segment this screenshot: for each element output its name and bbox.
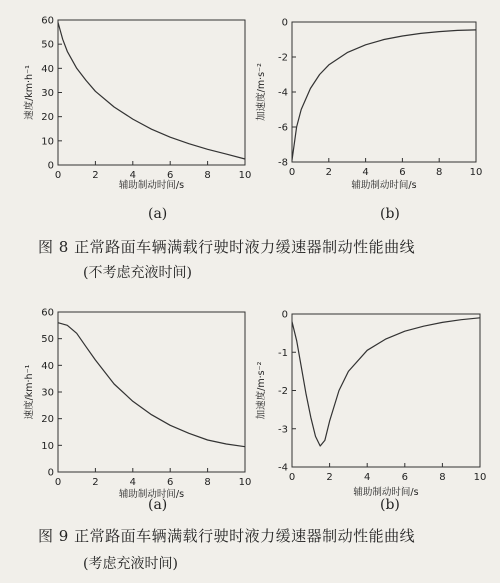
y-tick-label: 20	[41, 414, 54, 426]
y-axis-label: 速度/km·h⁻¹	[24, 364, 35, 420]
x-axis-label: 辅助制动时间/s	[118, 489, 185, 500]
x-tick-label: 4	[129, 170, 136, 181]
y-tick-label: -1	[278, 347, 288, 359]
fig9-sub-b: (b)	[380, 497, 400, 513]
x-tick-label: 8	[204, 477, 211, 488]
plot-frame	[58, 312, 245, 472]
fig9-sub-a: (a)	[148, 497, 168, 513]
fig9a-chart	[0, 292, 255, 510]
y-tick-label: -4	[278, 87, 288, 99]
y-tick-label: 0	[281, 17, 288, 29]
y-tick-label: 0	[47, 467, 54, 479]
x-tick-label: 10	[238, 170, 252, 181]
y-tick-label: 40	[41, 360, 54, 372]
fig8a-chart	[0, 0, 255, 200]
x-tick-label: 0	[54, 477, 62, 488]
x-tick-label: 0	[54, 170, 62, 181]
y-tick-label: 30	[41, 387, 54, 399]
fig9-caption-note: (考虑充液时间)	[83, 556, 178, 572]
x-tick-label: 10	[238, 477, 252, 488]
x-tick-label: 2	[325, 167, 332, 178]
x-tick-label: 8	[439, 472, 446, 483]
y-axis-label: 加速度/m·s⁻²	[256, 63, 267, 121]
plot-frame	[292, 314, 480, 467]
y-tick-label: 20	[41, 112, 54, 124]
x-tick-label: 2	[92, 170, 99, 181]
plot-frame	[58, 20, 245, 165]
x-axis-label: 辅助制动时间/s	[353, 487, 419, 498]
y-tick-label: 10	[41, 440, 54, 452]
series-line	[292, 318, 480, 446]
x-tick-label: 8	[436, 167, 443, 178]
fig8-caption: 图 8 正常路面车辆满载行驶时液力缓速器制动性能曲线	[38, 238, 416, 256]
y-tick-label: 50	[41, 334, 54, 346]
y-tick-label: 0	[47, 160, 54, 172]
x-tick-label: 4	[364, 472, 371, 483]
x-tick-label: 4	[129, 477, 136, 488]
fig8b-chart	[250, 0, 500, 200]
x-axis-label: 辅助制动时间/s	[351, 180, 417, 191]
x-tick-label: 10	[469, 167, 483, 178]
x-axis-label: 辅助制动时间/s	[118, 180, 185, 191]
x-tick-label: 0	[288, 167, 296, 178]
y-tick-label: -3	[278, 424, 288, 436]
plot-frame	[292, 22, 476, 162]
y-axis-label: 加速度/m·s⁻²	[256, 361, 267, 420]
y-tick-label: 10	[41, 136, 54, 148]
x-tick-label: 2	[326, 472, 333, 483]
y-axis-label: 速度/km·h⁻¹	[24, 65, 35, 120]
y-tick-label: 0	[281, 309, 288, 321]
fig9b-chart	[250, 292, 500, 510]
x-tick-label: 0	[288, 472, 296, 483]
x-tick-label: 6	[399, 167, 406, 178]
y-tick-label: -6	[278, 122, 288, 134]
y-tick-label: 50	[41, 39, 54, 51]
x-tick-label: 8	[204, 170, 211, 181]
x-tick-label: 10	[473, 472, 487, 483]
y-tick-label: 40	[41, 63, 54, 75]
x-tick-label: 6	[401, 472, 408, 483]
y-tick-label: 60	[41, 307, 54, 319]
y-tick-label: 60	[41, 15, 54, 27]
y-tick-label: -2	[278, 386, 288, 397]
fig8-sub-b: (b)	[380, 206, 400, 222]
series-line	[58, 323, 245, 447]
series-line	[58, 22, 245, 159]
y-tick-label: -8	[278, 157, 288, 169]
fig8-sub-a: (a)	[148, 206, 168, 222]
y-tick-label: -2	[278, 52, 288, 64]
x-tick-label: 6	[167, 477, 174, 488]
x-tick-label: 6	[167, 170, 174, 181]
y-tick-label: -4	[278, 462, 288, 474]
y-tick-label: 30	[41, 88, 54, 99]
fig9-caption: 图 9 正常路面车辆满载行驶时液力缓速器制动性能曲线	[38, 527, 416, 545]
x-tick-label: 2	[92, 477, 99, 488]
fig8-caption-note: (不考虑充液时间)	[83, 265, 192, 281]
x-tick-label: 4	[362, 167, 369, 178]
series-line	[292, 30, 476, 160]
